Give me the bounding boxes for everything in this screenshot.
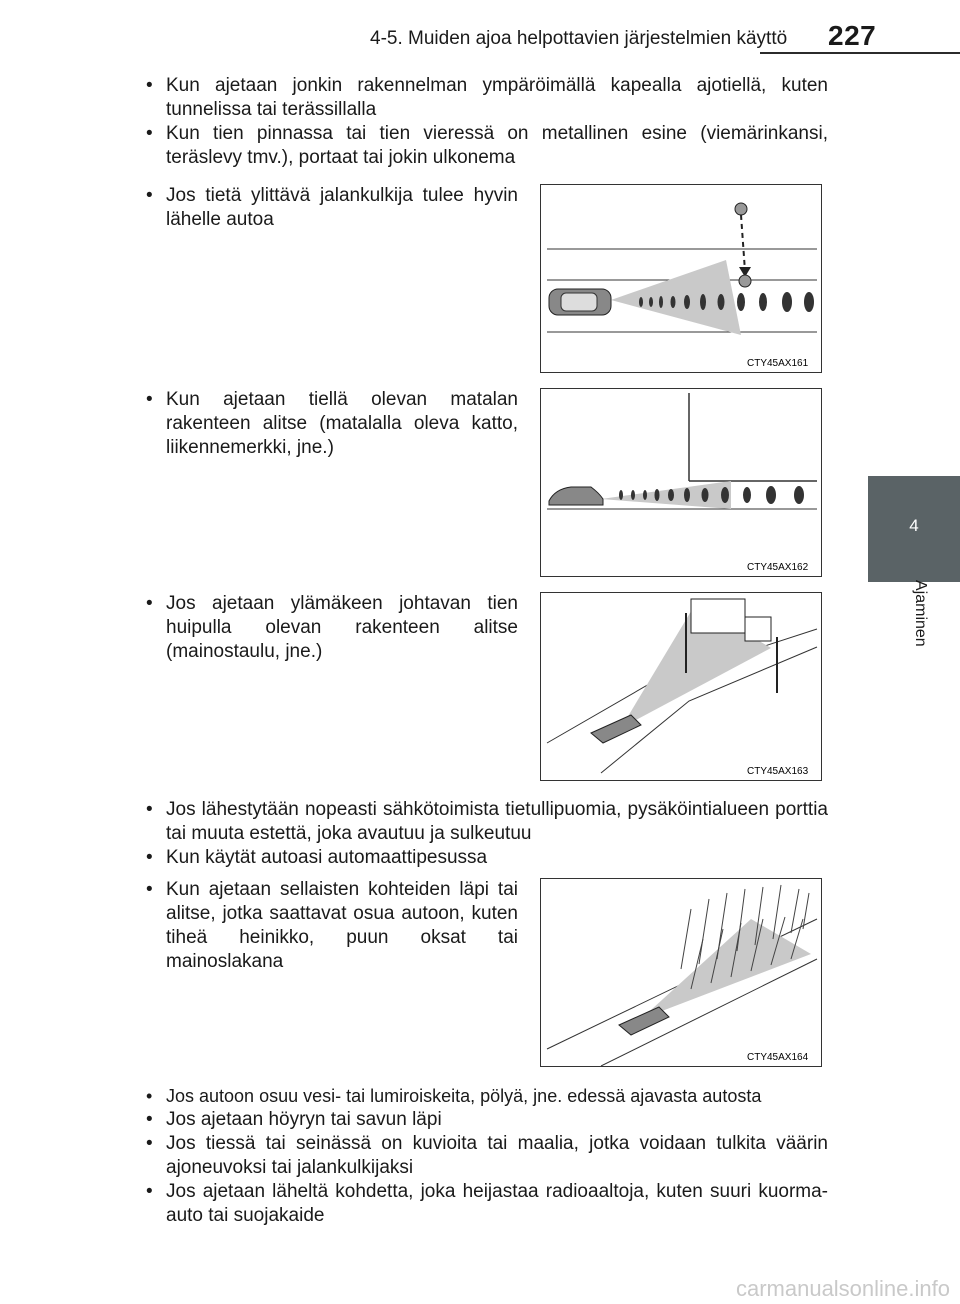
page-number: 227	[828, 20, 877, 51]
figure-pedestrian	[540, 184, 822, 373]
figure-code: CTY45AX163	[747, 766, 809, 777]
figure-caption-1	[142, 184, 518, 232]
header-rule	[760, 52, 960, 54]
figure-grass	[540, 878, 822, 1067]
list-item: • Kun tien pinnassa tai tien vieressä on metallinen esine (viemärinkansi, teräslevy tmv.), portaat tai jokin ulkonema	[142, 122, 828, 170]
list-item: • Jos ajetaan läheltä kohdetta, joka heijastaa radioaaltoja, kuten suuri kuorma-auto tai suojakaide	[142, 1180, 828, 1228]
figure-code: CTY45AX164	[747, 1052, 809, 1063]
bullet-list-bottom	[142, 1084, 828, 1228]
figure-billboard	[540, 592, 822, 781]
watermark: carmanualsonline.info	[735, 1276, 950, 1301]
figure-low-structure	[540, 388, 822, 577]
figure-code: CTY45AX162	[747, 562, 809, 573]
list-item: • Jos lähestytään nopeasti sähkötoimista tietullipuomia, pysäköintialueen porttia tai muuta estettä, joka avautuu ja sulkeutuu	[142, 798, 828, 846]
list-item: • Jos tiessä tai seinässä on kuvioita tai maalia, jotka voidaan tulkita väärin ajoneuvoksi tai jalankulkijaksi	[142, 1132, 828, 1180]
list-item: • Jos autoon osuu vesi- tai lumiroiskeita, pölyä, jne. edessä ajavasta autosta	[142, 1084, 828, 1108]
list-item: • Kun ajetaan tiellä olevan matalan rakenteen alitse (matalalla oleva katto, liikennemerkki, jne.)	[142, 388, 518, 460]
billboard-hill-icon	[541, 593, 821, 780]
list-item: • Jos tietä ylittävä jalankulkija tulee hyvin lähelle autoa	[142, 184, 518, 232]
chapter-label: Ajaminen	[912, 580, 929, 647]
figure-caption-2	[142, 388, 518, 460]
figure-code: CTY45AX161	[747, 358, 809, 369]
list-item: • Kun ajetaan jonkin rakennelman ympäröimällä kapealla ajotiellä, kuten tunnelissa tai terässillalla	[142, 74, 828, 122]
figure-caption-3	[142, 592, 518, 664]
dense-grass-icon	[541, 879, 821, 1066]
section-title: 4-5. Muiden ajoa helpottavien järjestelmien käyttö	[370, 28, 788, 49]
list-item: • Kun ajetaan sellaisten kohteiden läpi tai alitse, jotka saattavat osua autoon, kuten tiheä heinikko, puun oksat tai mainoslakana	[142, 878, 518, 974]
bullet-list-middle	[142, 798, 828, 870]
figure-caption-4	[142, 878, 518, 974]
list-item: • Kun käytät autoasi automaattipesussa	[142, 846, 828, 870]
low-structure-icon	[541, 389, 821, 576]
pedestrian-crossing-icon	[541, 185, 821, 372]
chapter-number: 4	[909, 516, 919, 535]
bullet-list-top	[142, 74, 828, 170]
list-item: • Jos ajetaan ylämäkeen johtavan tien huipulla olevan rakenteen alitse (mainostaulu, jne.)	[142, 592, 518, 664]
list-item: • Jos ajetaan höyryn tai savun läpi	[142, 1108, 828, 1132]
